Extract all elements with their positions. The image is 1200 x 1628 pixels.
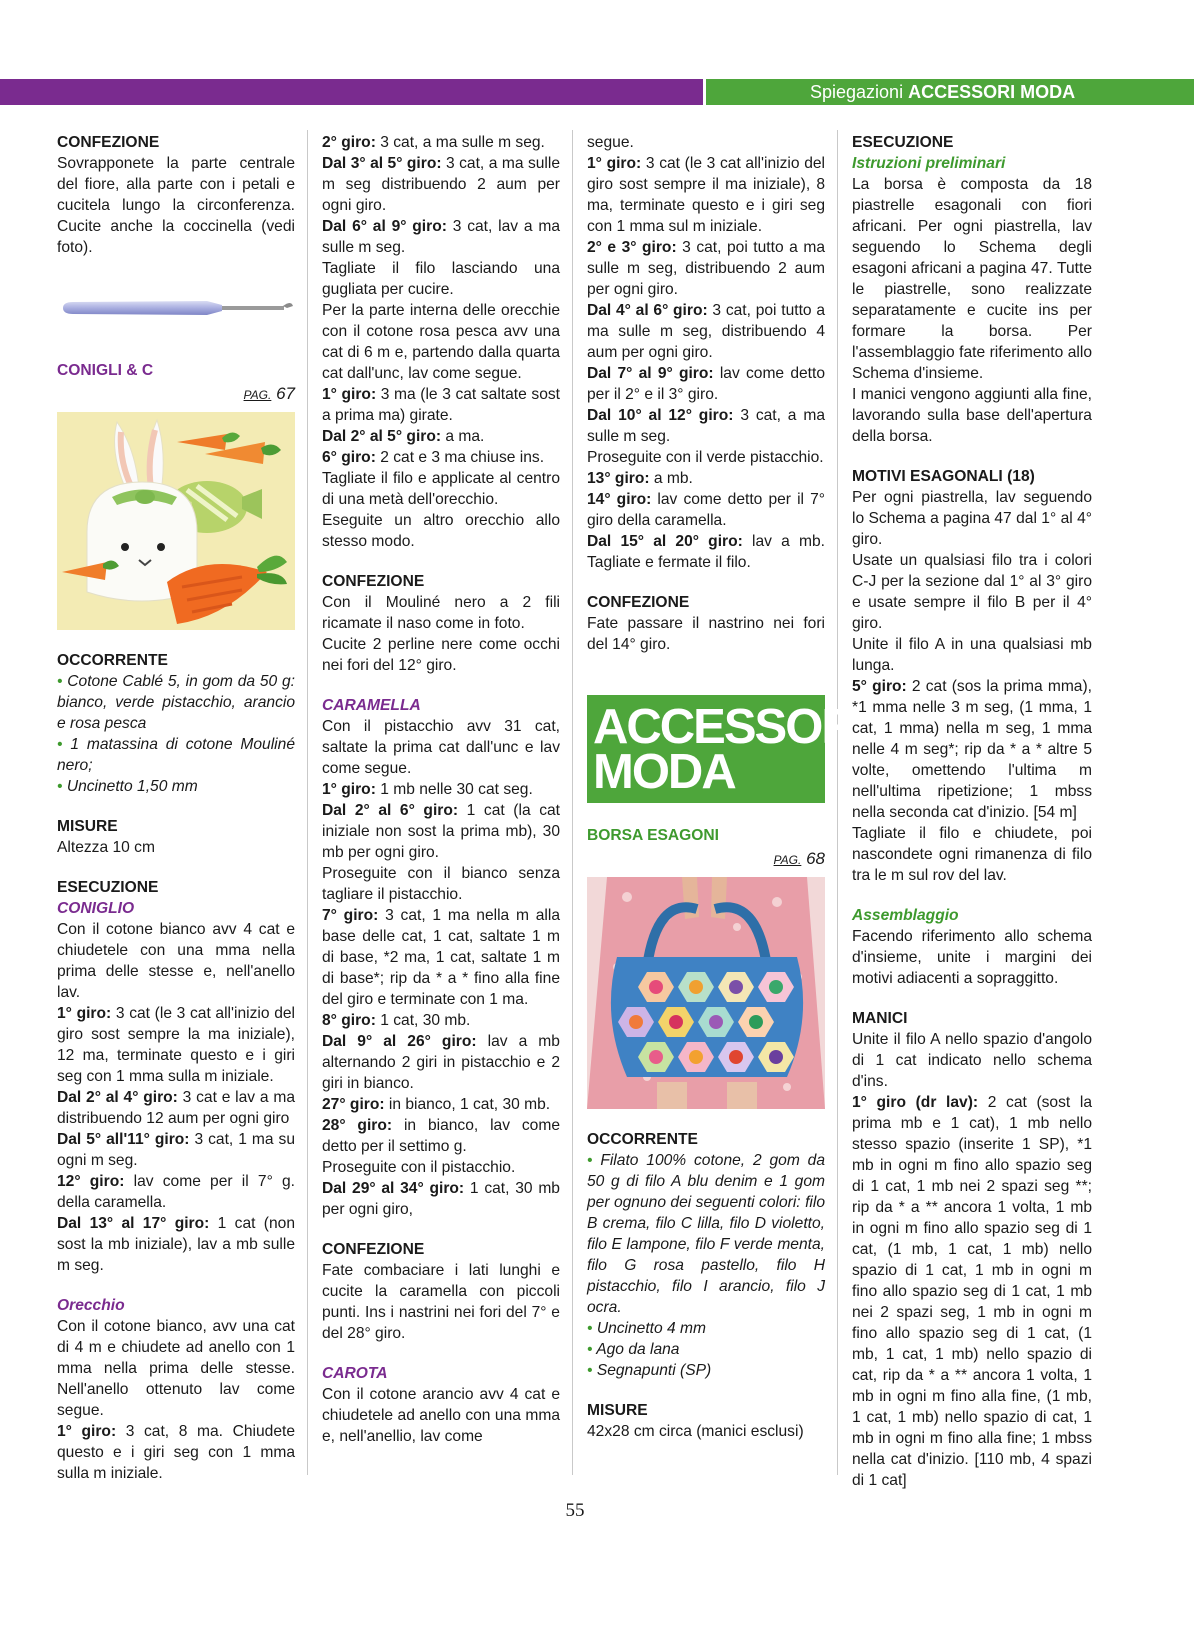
paragraph: Unite il filo A in una qualsiasi mb lunga. <box>852 636 1092 674</box>
paragraph: Unite il filo A nello spazio d'angolo di 1 cat indicato nello schema d'ins. <box>852 1031 1092 1090</box>
section-banner <box>587 695 867 803</box>
instruction-row <box>322 384 560 426</box>
round-text: lav come per il 7° g. della caramella. <box>57 1173 295 1211</box>
section-heading: CONFEZIONE <box>322 1241 425 1258</box>
instruction-row <box>322 447 560 468</box>
materials-text: Uncinetto 1,50 mm <box>66 778 198 795</box>
page-header <box>0 79 1200 105</box>
paragraph: Proseguite con il pistacchio. <box>322 1159 516 1176</box>
banner-line-1: ACCESSORI <box>593 700 867 754</box>
section-heading: MISURE <box>587 1402 648 1419</box>
round-text: 3 cat, a ma sulle m seg. <box>587 407 825 445</box>
instruction-row <box>322 1115 560 1157</box>
column-3 <box>587 132 867 1442</box>
subsection-heading: Istruzioni preliminari <box>852 155 1006 172</box>
section-heading: MANICI <box>852 1010 908 1027</box>
materials-item: • Cotone Cablé 5, in gom da 50 g: bianco, verde pistacchio, arancio e rosa pesca <box>57 673 295 732</box>
paragraph: Per la parte interna delle orecchie con il cotone rosa pesca avv una cat di 6 m e, partendo dalla quarta cat dall'unc, lav come segue. <box>322 302 560 382</box>
paragraph: Tagliate il filo e chiudete, poi nascondete ogni rimanenza di filo tra le m sul rov del lav. <box>852 825 1092 884</box>
round-text: 3 cat, a ma sulle m seg distribuendo 2 aum per ogni giro. <box>322 155 561 214</box>
column-4 <box>852 132 1092 1491</box>
round-text: 3 cat (le 3 cat all'inizio del giro sost sempre la ma iniziale), 12 ma, terminate questo e i giri seg con 1 mma sulla m iniziale. <box>57 1005 296 1085</box>
instruction-row <box>322 216 560 258</box>
round-text: 2 cat e 3 ma chiuse ins. <box>375 449 545 466</box>
paragraph: Con il pistacchio avv 31 cat, saltate la prima cat dall'unc e lav come segue. <box>322 718 560 777</box>
round-text: lav a mb. Tagliate e fermate il filo. <box>587 533 825 571</box>
instruction-row <box>587 405 825 447</box>
subsection-heading: Orecchio <box>57 1297 125 1314</box>
paragraph: Tagliate il filo lasciando una gugliata per cucire. <box>322 260 560 298</box>
round-text: 3 cat, poi tutto a ma sulle m seg, distribuendo 4 aum per ogni giro. <box>587 302 826 361</box>
round-text: lav come detto per il 7° giro della caramella. <box>587 491 825 529</box>
instruction-row <box>322 132 560 153</box>
round-label: 5° giro: <box>852 678 907 695</box>
header-section: Spiegazioni <box>810 82 904 102</box>
round-label: 13° giro: <box>587 470 650 487</box>
page-ref-label: PAG. <box>243 388 272 402</box>
round-text: in bianco, lav come detto per il settimo g. <box>322 1117 560 1155</box>
round-label: 8° giro: <box>322 1012 376 1029</box>
materials-text: Filato 100% cotone, 2 gom da 50 g di filo A blu denim e 1 gom per ognuno dei seguenti colori: filo B crema, filo C lilla, filo D violetto, filo E lampone, filo F verde menta, filo G rosa pastello, filo H pistacchio, filo I arancio, filo J ocra. <box>587 1152 825 1316</box>
round-label: Dal 6° al 9° giro: <box>322 218 447 235</box>
round-label: Dal 2° al 4° giro: <box>57 1089 178 1106</box>
instruction-row <box>587 153 825 237</box>
column-divider <box>307 130 308 1475</box>
section-heading: CONFEZIONE <box>57 134 160 151</box>
instruction-row <box>322 800 560 863</box>
section-heading: MISURE <box>57 818 118 835</box>
round-label: 1° giro (dr lav): <box>852 1094 979 1111</box>
instruction-row <box>322 426 560 447</box>
round-text: 3 cat (le 3 cat all'inizio del giro sost sempre il ma iniziale), 8 ma, terminate questo e i giri seg con 1 mma sul m iniziale. <box>587 155 826 235</box>
subsection-heading: CAROTA <box>322 1365 388 1382</box>
round-label: Dal 9° al 26° giro: <box>322 1033 477 1050</box>
materials-item: • Segnapunti (SP) <box>587 1362 712 1379</box>
materials-item: • Uncinetto 4 mm <box>587 1320 707 1337</box>
instruction-row <box>587 237 825 300</box>
round-text: a mb. <box>649 470 693 487</box>
paragraph: 42x28 cm circa (manici esclusi) <box>587 1423 804 1440</box>
materials-text: Cotone Cablé 5, in gom da 50 g: bianco, verde pistacchio, arancio e rosa pesca <box>57 673 295 732</box>
page-reference <box>587 848 825 871</box>
column-divider <box>572 130 573 1475</box>
subsection-heading: CONIGLIO <box>57 900 135 917</box>
instruction-row <box>587 531 825 573</box>
paragraph: segue. <box>587 134 634 151</box>
round-text: 3 cat, 1 ma nella m alla base delle cat, 1 cat, saltate 1 m di base, *2 ma, 1 cat, saltate 1 m di base*; rip da * a * fino alla fine del giro e terminate con 1 ma. <box>322 907 561 1008</box>
materials-text: Ago da lana <box>596 1341 680 1358</box>
paragraph: Facendo riferimento allo schema d'insieme, unite i margini dei motivi adiacenti a sopraggitto. <box>852 928 1092 987</box>
column-1 <box>57 132 295 1484</box>
section-heading: CONFEZIONE <box>322 573 425 590</box>
page-ref-number: 67 <box>276 384 295 403</box>
page-ref-label: PAG. <box>773 853 802 867</box>
round-label: 1° giro: <box>322 386 377 403</box>
paragraph: Tagliate il filo e applicate al centro di una metà dell'orecchio. <box>322 470 560 508</box>
round-text: 3 cat, lav a ma sulle m seg. <box>322 218 561 256</box>
subsection-heading: CARAMELLA <box>322 697 421 714</box>
section-heading: ESECUZIONE <box>852 134 954 151</box>
round-text: 1 cat (la cat iniziale non sost la prima mb), 30 mb per ogni giro. <box>322 802 560 861</box>
round-label: 7° giro: <box>322 907 379 924</box>
round-label: Dal 2° al 6° giro: <box>322 802 459 819</box>
header-purple-bar <box>0 79 703 105</box>
instruction-row <box>322 1010 560 1031</box>
round-text: 1 cat (non sost la mb iniziale), lav a mb sulle m seg. <box>57 1215 295 1274</box>
paragraph: Con il cotone bianco avv 4 cat e chiudetele con una mma nella prima delle stesse e, nell'anello lav. <box>57 921 295 1001</box>
instruction-row <box>57 1171 295 1213</box>
instruction-row <box>57 1213 295 1276</box>
paragraph: Altezza 10 cm <box>57 839 155 856</box>
round-label: 2° giro: <box>322 134 376 151</box>
materials-item: • Filato 100% cotone, 2 gom da 50 g di filo A blu denim e 1 gom per ognuno dei seguenti colori: filo B crema, filo C lilla, filo D violetto, filo E lampone, filo F verde menta, filo G rosa pastello, filo H pistacchio, filo I arancio, filo J ocra. <box>587 1152 825 1316</box>
instruction-row <box>587 363 825 405</box>
instruction-row <box>587 300 825 363</box>
column-divider <box>837 130 838 1475</box>
materials-text: Segnapunti (SP) <box>596 1362 712 1379</box>
instruction-row <box>322 905 560 1010</box>
paragraph: Proseguite con il bianco senza tagliare il pistacchio. <box>322 865 560 903</box>
instruction-row <box>57 1003 295 1087</box>
round-label: Dal 5° all'11° giro: <box>57 1131 190 1148</box>
section-heading: MOTIVI ESAGONALI (18) <box>852 468 1035 485</box>
paragraph: Con il Mouliné nero a 2 fili ricamate il naso come in foto. <box>322 594 560 632</box>
bag-photo <box>587 877 825 1115</box>
instruction-row <box>587 468 825 489</box>
round-text: 3 cat, 1 ma su ogni m seg. <box>57 1131 295 1169</box>
round-label: 1° giro: <box>57 1005 112 1022</box>
round-label: Dal 2° al 5° giro: <box>322 428 442 445</box>
round-text: 3 ma (le 3 cat saltate sost a prima ma) girate. <box>322 386 560 424</box>
paragraph: Fate passare il nastrino nei fori del 14° giro. <box>587 615 825 653</box>
bunny-photo <box>57 412 295 636</box>
round-label: Dal 15° al 20° giro: <box>587 533 743 550</box>
header-title: ACCESSORI MODA <box>908 82 1076 102</box>
instruction-row <box>57 1421 295 1484</box>
round-label: 1° giro: <box>57 1423 117 1440</box>
round-label: Dal 13° al 17° giro: <box>57 1215 210 1232</box>
round-text: 3 cat, poi tutto a ma sulle m seg, distribuendo 2 aum per ogni giro. <box>587 239 825 298</box>
instruction-row <box>852 1092 1092 1491</box>
section-heading: CONFEZIONE <box>587 594 690 611</box>
round-label: 28° giro: <box>322 1117 393 1134</box>
paragraph: Usate un qualsiasi filo tra i colori C-J per la sezione dal 1° al 3° giro e usate sempre il filo B per il 4° giro. <box>852 552 1092 632</box>
round-label: Dal 10° al 12° giro: <box>587 407 734 424</box>
round-text: a ma. <box>441 428 485 445</box>
round-label: Dal 29° al 34° giro: <box>322 1180 465 1197</box>
paragraph: Per ogni piastrella, lav seguendo lo Schema a pagina 47 dal 1° al 4° giro. <box>852 489 1092 548</box>
instruction-row <box>322 779 560 800</box>
header-green-bar <box>706 79 1194 105</box>
round-text: 1 mb nelle 30 cat seg. <box>375 781 533 798</box>
section-heading: ESECUZIONE <box>57 879 159 896</box>
materials-text: 1 matassina di cotone Mouliné nero; <box>57 736 295 774</box>
column-2 <box>322 132 560 1447</box>
paragraph: Fate combaciare i lati lunghi e cucite la caramella con piccoli punti. Ins i nastrini nei fori del 7° e del 28° giro. <box>322 1262 560 1342</box>
round-label: Dal 7° al 9° giro: <box>587 365 714 382</box>
project-title: CONIGLI & C <box>57 362 154 379</box>
page-number: 55 <box>565 1500 585 1521</box>
round-text: 3 cat, a ma sulle m seg. <box>375 134 545 151</box>
instruction-row <box>57 1129 295 1171</box>
banner-line-2: MODA <box>593 745 735 799</box>
instruction-row <box>322 153 560 216</box>
paragraph: Proseguite con il verde pistacchio. <box>587 449 824 466</box>
instruction-row <box>322 1178 560 1220</box>
instruction-row <box>322 1094 560 1115</box>
round-label: 1° giro: <box>587 155 642 172</box>
paragraph: Con il cotone arancio avv 4 cat e chiudetele ad anello con una mma e, nell'anellio, lav come <box>322 1386 560 1445</box>
paragraph: Cucite 2 perline nere come occhi nei fori del 12° giro. <box>322 636 560 674</box>
round-label: Dal 4° al 6° giro: <box>587 302 708 319</box>
round-label: 1° giro: <box>322 781 376 798</box>
round-label: 27° giro: <box>322 1096 385 1113</box>
round-label: 14° giro: <box>587 491 652 508</box>
round-text: in bianco, 1 cat, 30 mb. <box>384 1096 551 1113</box>
paragraph: Sovrapponete la parte centrale del fiore, alla parte con i petali e cucitela lungo la circonferenza. Cucite anche la coccinella (vedi foto). <box>57 155 295 256</box>
materials-item: • 1 matassina di cotone Mouliné nero; <box>57 736 295 774</box>
section-heading: OCCORRENTE <box>57 652 168 669</box>
page-ref-number: 68 <box>806 849 825 868</box>
round-text: 1 cat, 30 mb. <box>375 1012 471 1029</box>
round-label: Dal 3° al 5° giro: <box>322 155 442 172</box>
page-reference <box>57 383 295 406</box>
materials-text: Uncinetto 4 mm <box>596 1320 707 1337</box>
materials-item: • Uncinetto 1,50 mm <box>57 778 198 795</box>
paragraph: I manici vengono aggiunti alla fine, lavorando sulla base dell'apertura della borsa. <box>852 386 1092 445</box>
paragraph: Eseguite un altro orecchio allo stesso modo. <box>322 512 560 550</box>
instruction-row <box>852 676 1092 823</box>
paragraph: Con il cotone bianco, avv una cat di 4 m e chiudete ad anello con 1 mma nella prima delle stesse. Nell'anello ottenuto lav come segue. <box>57 1318 295 1419</box>
instruction-row <box>57 1087 295 1129</box>
paragraph: La borsa è composta da 18 piastrelle esagonali con fiori africani. Per ogni piastrella, lav seguendo lo Schema degli esagoni africani a pagina 47. Tutte le piastrelle, sono realizzate separatamente e cucite ins per formare la borsa. Per l'assemblaggio fate riferimento allo Schema d'insieme. <box>852 176 1092 382</box>
section-heading: OCCORRENTE <box>587 1131 698 1148</box>
round-label: 2° e 3° giro: <box>587 239 677 256</box>
project-title: BORSA ESAGONI <box>587 827 719 844</box>
instruction-row <box>587 489 825 531</box>
round-text: 3 cat e lav a ma distribuendo 12 aum per ogni giro <box>57 1089 295 1127</box>
round-text: 3 cat, 8 ma. Chiudete questo e i giri seg con 1 mma sulla m iniziale. <box>57 1423 296 1482</box>
round-text: lav come detto per il 2° e il 3° giro. <box>587 365 826 403</box>
subsection-heading: Assemblaggio <box>852 907 959 924</box>
round-text: 2 cat (sost la prima mb e 1 cat), 1 mb nello stesso spazio (inserite 1 SP), *1 mb in ogni m fino allo spazio seg di 1 cat, 1 mb nei 2 spazi seg **; rip da * a ** ancora 1 volta, 1 mb in ogni m fino allo spazio seg di 1 cat, (1 mb, 1 cat, 1 mb) nello spazio di 1 cat, 1 mb in ogni m fino allo spazio seg di 1 cat, 1 mb nei 2 spazi seg, 1 mb in ogni m fino allo spazio seg di 1 cat, (1 mb, 1 cat, 1 mb) nello spazio di cat, rip da * a ** ancora 1 volta, 1 mb in ogni m fino alla fine, (1 mb, 1 cat, 1 mb) nello spazio di cat, 1 mb in ogni m fino alla fine; 1 mbss nella cat d'inizio. [110 mb, 4 spazi di 1 cat] <box>852 1094 1092 1489</box>
instruction-row <box>322 1031 560 1094</box>
materials-item: • Ago da lana <box>587 1341 680 1358</box>
round-text: 1 cat, 30 mb per ogni giro, <box>322 1180 560 1218</box>
round-text: lav a mb alternando 2 giri in pistacchio e 2 giri in bianco. <box>322 1033 560 1092</box>
round-label: 12° giro: <box>57 1173 125 1190</box>
crochet-hook-image <box>57 296 295 320</box>
round-text: 2 cat (sos la prima mma), *1 mma nelle 3 m seg, (1 mma, 1 cat, 1 mma) nella m seg, 1 mma nelle 4 m seg*; rip da * a * altre 5 volte, omettendo l'ultima m nell'ultima ripetizione; 1 mbss nella seconda cat d'inizio. [54 m] <box>852 678 1093 821</box>
round-label: 6° giro: <box>322 449 376 466</box>
